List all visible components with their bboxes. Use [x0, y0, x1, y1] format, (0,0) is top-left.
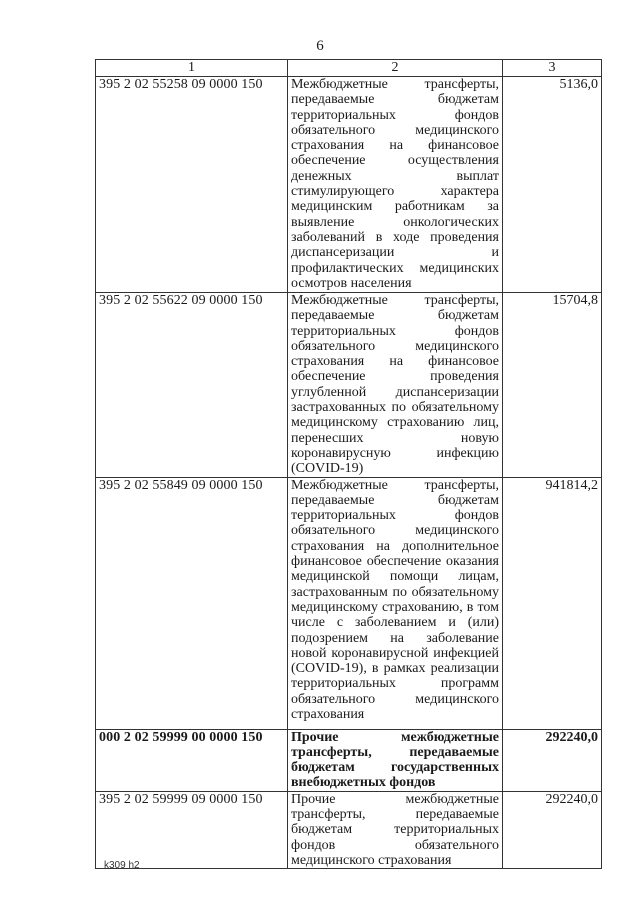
table-row	[96, 791, 602, 868]
column-header-2: 2	[288, 60, 503, 77]
amount-cell: 292240,0	[503, 729, 602, 791]
table-row	[96, 293, 602, 478]
budget-code-cell: 395 2 02 55258 09 0000 150	[96, 77, 288, 293]
table-row	[96, 477, 602, 729]
description-cell: Межбюджетные трансферты, передаваемые бюджетам территориальных фондов обязательного медицинского страхования на финансовое обеспечение проведения углубленной диспансеризации застрахованных по обязательному медицинскому страхованию лиц, перенесших новую коронавирусную инфекцию (COVID-19)	[288, 293, 503, 478]
table-row-total	[96, 729, 602, 791]
column-header-3: 3	[503, 60, 602, 77]
description-cell: Прочие межбюджетные трансферты, передаваемые бюджетам государственных внебюджетных фондов	[288, 729, 503, 791]
table-row	[96, 77, 602, 293]
page-number: 6	[316, 38, 324, 54]
amount-cell: 5136,0	[503, 77, 602, 293]
budget-code-cell: 395 2 02 55622 09 0000 150	[96, 293, 288, 478]
column-header-1: 1	[96, 60, 288, 77]
budget-table	[95, 59, 602, 869]
amount-cell: 292240,0	[503, 791, 602, 868]
budget-code-cell: 395 2 02 55849 09 0000 150	[96, 477, 288, 729]
description-cell: Межбюджетные трансферты, передаваемые бюджетам территориальных фондов обязательного медицинского страхования на дополнительное финансовое обеспечение оказания медицинской помощи лицам, застрахованным по обязательному медицинскому страхованию, в том числе с заболеванием и (или) подозрением на заболевание новой коронавирусной инфекцией (COVID-19), в рамках реализации территориальных программ обязательного медицинского страхования	[288, 477, 503, 729]
budget-code-cell: 395 2 02 59999 09 0000 150	[96, 791, 288, 868]
budget-code-cell: 000 2 02 59999 00 0000 150	[96, 729, 288, 791]
description-cell: Прочие межбюджетные трансферты, передаваемые бюджетам территориальных фондов обязательного медицинского страхования	[288, 791, 503, 868]
document-footer-code: k309 h2	[104, 860, 140, 871]
description-cell: Межбюджетные трансферты, передаваемые бюджетам территориальных фондов обязательного медицинского страхования на финансовое обеспечение осуществления денежных выплат стимулирующего характера медицинским работникам за выявление онкологических заболеваний в ходе проведения диспансеризации и профилактических медицинских осмотров населения	[288, 77, 503, 293]
table-header-row	[96, 60, 602, 77]
amount-cell: 941814,2	[503, 477, 602, 729]
amount-cell: 15704,8	[503, 293, 602, 478]
